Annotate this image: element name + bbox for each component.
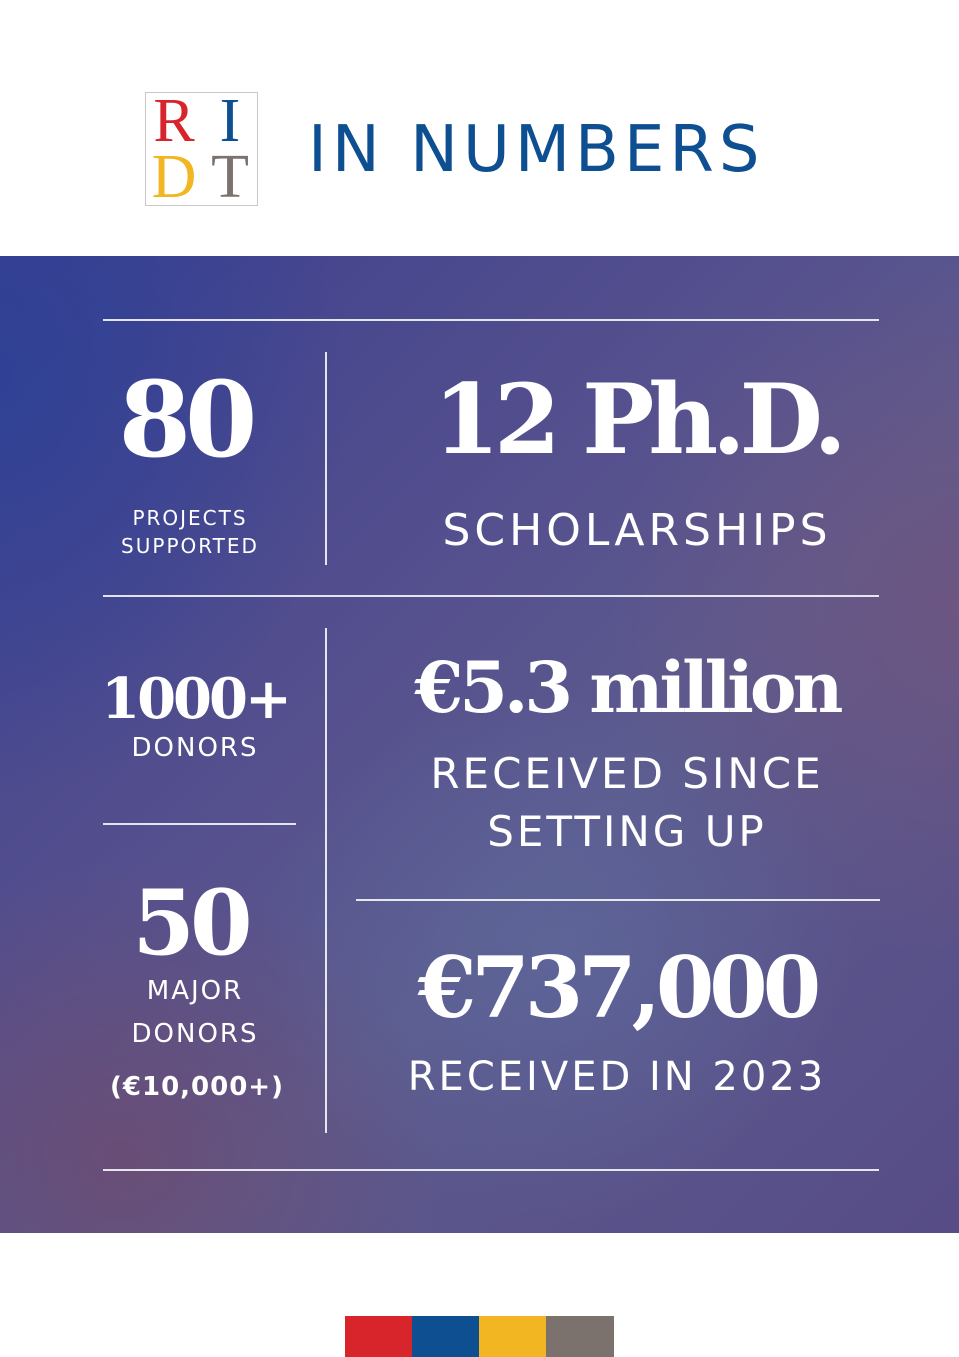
color-strip-yellow: [479, 1316, 547, 1357]
stat-received-2023-value: €737,000: [417, 938, 817, 1037]
color-strip-red: [345, 1316, 413, 1357]
divider-left-small: [103, 823, 296, 825]
header: [0, 0, 959, 256]
divider-middle: [103, 595, 879, 597]
logo-letter-d: D: [151, 143, 197, 211]
divider-bottom: [103, 1169, 879, 1171]
divider-right-small: [356, 899, 880, 901]
stat-donors-label: DONORS: [131, 733, 259, 763]
stat-projects-label-line1: PROJECTS: [132, 506, 248, 530]
color-strip-blue: [412, 1316, 480, 1357]
page-title: IN NUMBERS: [308, 113, 765, 187]
stat-received-total-label-line2: SETTING UP: [487, 807, 767, 856]
ridt-logo: [145, 87, 258, 211]
stat-received-total-value: €5.3 million: [414, 646, 840, 729]
stat-major-donors-label-line2: DONORS: [131, 1019, 259, 1049]
stat-projects-value: 80: [118, 358, 252, 481]
stat-projects-label-line2: SUPPORTED: [121, 534, 259, 558]
divider-top: [103, 319, 879, 321]
stat-received-total-label-line1: RECEIVED SINCE: [430, 749, 824, 798]
stat-major-donors-value: 50: [132, 870, 248, 976]
stat-received-2023-label: RECEIVED IN 2023: [407, 1054, 827, 1100]
divider-vertical-1: [325, 352, 327, 565]
stat-major-donors-label-line1: MAJOR: [146, 976, 244, 1006]
color-strip-gray: [546, 1316, 614, 1357]
stat-phd-label: SCHOLARSHIPS: [442, 505, 832, 556]
stat-donors-value: 1000+: [101, 666, 289, 732]
logo-letter-r: R: [153, 87, 195, 155]
stat-major-donors-label-line3: (€10,000+): [110, 1072, 284, 1102]
divider-vertical-2: [325, 628, 327, 1133]
logo-letter-t: T: [211, 143, 249, 211]
logo-letter-i: I: [219, 87, 241, 155]
stats-panel: [0, 256, 959, 1233]
stat-phd-value: 12 Ph.D.: [433, 363, 841, 476]
